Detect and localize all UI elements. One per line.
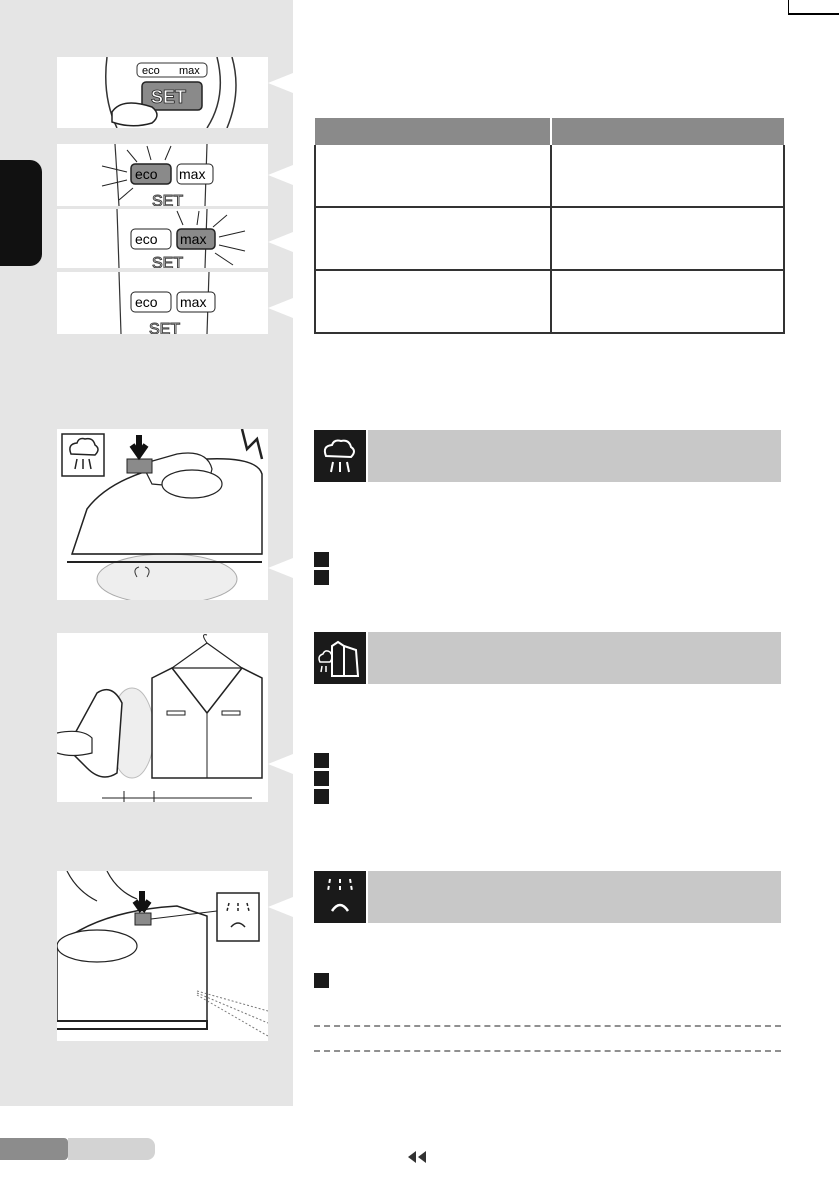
page-indicator-track — [68, 1138, 155, 1160]
panel-pointer — [268, 897, 293, 917]
set-button-drawing — [57, 57, 268, 128]
step-marker — [314, 753, 329, 768]
max-mode-drawing — [57, 209, 268, 268]
table-cell — [551, 207, 784, 270]
dashed-separator — [314, 1025, 781, 1027]
eco-label: eco — [135, 166, 158, 182]
table-header-row — [315, 118, 784, 145]
vertical-steam-illustration — [57, 633, 268, 802]
divider — [366, 632, 368, 684]
off-mode-drawing — [57, 272, 268, 334]
set-label: SET — [149, 321, 181, 334]
table-header-cell — [551, 118, 784, 145]
table-cell — [315, 207, 551, 270]
eco-label: eco — [135, 294, 158, 310]
panel-pointer — [268, 232, 293, 252]
eco-label: eco — [142, 65, 160, 77]
max-label: max — [179, 65, 200, 77]
spray-section-header — [314, 871, 781, 923]
divider — [366, 430, 368, 482]
set-label: SET — [152, 193, 184, 206]
nav-back-icon[interactable] — [406, 1150, 430, 1164]
spray-illustration — [57, 871, 268, 1041]
off-mode-illustration — [57, 272, 268, 334]
vertical-steam-drawing — [57, 633, 268, 802]
steam-shot-icon — [314, 430, 366, 482]
step-marker — [314, 570, 329, 585]
steam-shot-illustration — [57, 429, 268, 600]
vertical-steam-icon — [314, 632, 366, 684]
eco-label: eco — [135, 231, 158, 247]
table-header-cell — [315, 118, 551, 145]
max-label: max — [179, 166, 206, 182]
spray-icon — [217, 893, 259, 941]
step-marker — [314, 973, 329, 988]
set-label: SET — [151, 87, 187, 107]
steam-shot-section-header — [314, 430, 781, 482]
spray-drawing — [57, 871, 268, 1041]
crop-mark — [788, 0, 839, 20]
spray-icon — [314, 871, 366, 923]
step-marker — [314, 771, 329, 786]
table-row — [315, 207, 784, 270]
set-label: SET — [152, 255, 184, 268]
panel-pointer — [268, 298, 293, 318]
max-mode-illustration — [57, 209, 268, 268]
table-cell — [315, 270, 551, 333]
steam-shot-drawing — [57, 429, 268, 600]
max-label: max — [180, 294, 207, 310]
table-row — [315, 145, 784, 207]
panel-pointer — [268, 558, 293, 578]
panel-pointer — [268, 165, 293, 185]
table-cell — [551, 270, 784, 333]
step-marker — [314, 789, 329, 804]
dashed-separator — [314, 1050, 781, 1052]
table-cell — [551, 145, 784, 207]
panel-pointer — [268, 754, 293, 774]
language-tab[interactable] — [0, 160, 42, 266]
table-cell — [315, 145, 551, 207]
table-row — [315, 270, 784, 333]
eco-mode-illustration — [57, 144, 268, 206]
panel-pointer — [268, 73, 293, 93]
divider — [366, 871, 368, 923]
settings-table — [314, 118, 785, 334]
max-label: max — [180, 231, 207, 247]
set-button-illustration — [57, 57, 268, 128]
vertical-steam-section-header — [314, 632, 781, 684]
step-marker — [314, 552, 329, 567]
page-indicator-fill — [0, 1138, 68, 1160]
eco-mode-drawing — [57, 144, 268, 206]
